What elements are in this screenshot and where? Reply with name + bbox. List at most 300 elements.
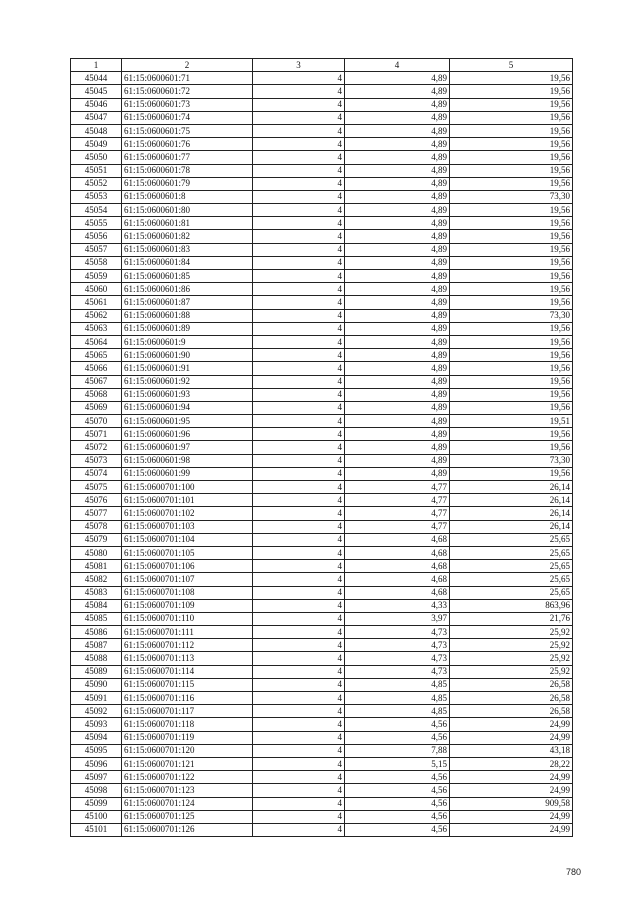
count-cell: 4	[253, 757, 345, 770]
table-row	[71, 692, 573, 705]
row-number-cell: 45050	[71, 151, 122, 164]
table-row	[71, 560, 573, 573]
value-cell: 3,97	[345, 612, 450, 625]
total-cell: 19,56	[450, 388, 573, 401]
value-cell: 4,89	[345, 243, 450, 256]
count-cell: 4	[253, 283, 345, 296]
total-cell: 25,65	[450, 546, 573, 559]
cadastral-number-cell: 61:15:0600601:9	[122, 335, 253, 348]
table-header-row	[71, 59, 573, 72]
value-cell: 4,73	[345, 665, 450, 678]
total-cell: 19,56	[450, 177, 573, 190]
total-cell: 26,14	[450, 481, 573, 494]
table-row	[71, 639, 573, 652]
cadastral-number-cell: 61:15:0600601:91	[122, 362, 253, 375]
row-number-cell: 45064	[71, 335, 122, 348]
value-cell: 4,68	[345, 546, 450, 559]
total-cell: 25,65	[450, 560, 573, 573]
table-row	[71, 467, 573, 480]
count-cell: 4	[253, 441, 345, 454]
cadastral-number-cell: 61:15:0600601:89	[122, 322, 253, 335]
table-row	[71, 98, 573, 111]
count-cell: 4	[253, 309, 345, 322]
cadastral-number-cell: 61:15:0600701:107	[122, 573, 253, 586]
cadastral-number-cell: 61:15:0600701:100	[122, 481, 253, 494]
value-cell: 4,89	[345, 138, 450, 151]
count-cell: 4	[253, 388, 345, 401]
cadastral-number-cell: 61:15:0600701:108	[122, 586, 253, 599]
count-cell: 4	[253, 204, 345, 217]
row-number-cell: 45087	[71, 639, 122, 652]
count-cell: 4	[253, 533, 345, 546]
row-number-cell: 45083	[71, 586, 122, 599]
cadastral-number-cell: 61:15:0600601:95	[122, 415, 253, 428]
total-cell: 19,56	[450, 124, 573, 137]
cadastral-number-cell: 61:15:0600701:102	[122, 507, 253, 520]
row-number-cell: 45058	[71, 256, 122, 269]
table-row	[71, 428, 573, 441]
column-header-2: 2	[122, 59, 253, 72]
total-cell: 19,56	[450, 270, 573, 283]
table-row	[71, 138, 573, 151]
count-cell: 4	[253, 481, 345, 494]
count-cell: 4	[253, 335, 345, 348]
row-number-cell: 45100	[71, 810, 122, 823]
count-cell: 4	[253, 560, 345, 573]
total-cell: 24,99	[450, 731, 573, 744]
row-number-cell: 45068	[71, 388, 122, 401]
value-cell: 4,89	[345, 230, 450, 243]
row-number-cell: 45072	[71, 441, 122, 454]
cadastral-number-cell: 61:15:0600701:120	[122, 744, 253, 757]
value-cell: 4,89	[345, 335, 450, 348]
value-cell: 4,89	[345, 256, 450, 269]
row-number-cell: 45055	[71, 217, 122, 230]
cadastral-number-cell: 61:15:0600701:110	[122, 612, 253, 625]
cadastral-number-cell: 61:15:0600601:75	[122, 124, 253, 137]
count-cell: 4	[253, 612, 345, 625]
row-number-cell: 45051	[71, 164, 122, 177]
value-cell: 4,68	[345, 533, 450, 546]
count-cell: 4	[253, 810, 345, 823]
total-cell: 19,56	[450, 335, 573, 348]
value-cell: 4,89	[345, 190, 450, 203]
value-cell: 4,56	[345, 797, 450, 810]
table-row	[71, 401, 573, 414]
cadastral-number-cell: 61:15:0600701:118	[122, 718, 253, 731]
value-cell: 4,89	[345, 415, 450, 428]
total-cell: 26,14	[450, 507, 573, 520]
value-cell: 4,73	[345, 652, 450, 665]
total-cell: 19,56	[450, 204, 573, 217]
value-cell: 4,56	[345, 718, 450, 731]
count-cell: 4	[253, 823, 345, 836]
row-number-cell: 45094	[71, 731, 122, 744]
count-cell: 4	[253, 428, 345, 441]
value-cell: 4,73	[345, 626, 450, 639]
table-row	[71, 744, 573, 757]
total-cell: 21,76	[450, 612, 573, 625]
value-cell: 4,89	[345, 388, 450, 401]
count-cell: 4	[253, 349, 345, 362]
table-row	[71, 309, 573, 322]
count-cell: 4	[253, 731, 345, 744]
total-cell: 19,56	[450, 428, 573, 441]
table-row	[71, 124, 573, 137]
total-cell: 24,99	[450, 823, 573, 836]
row-number-cell: 45086	[71, 626, 122, 639]
total-cell: 24,99	[450, 784, 573, 797]
table-row	[71, 573, 573, 586]
value-cell: 4,89	[345, 177, 450, 190]
total-cell: 73,30	[450, 190, 573, 203]
table-row	[71, 652, 573, 665]
total-cell: 28,22	[450, 757, 573, 770]
value-cell: 4,77	[345, 520, 450, 533]
count-cell: 4	[253, 151, 345, 164]
row-number-cell: 45056	[71, 230, 122, 243]
cadastral-number-cell: 61:15:0600601:72	[122, 85, 253, 98]
cadastral-number-cell: 61:15:0600601:74	[122, 111, 253, 124]
value-cell: 4,89	[345, 217, 450, 230]
table-row	[71, 335, 573, 348]
count-cell: 4	[253, 573, 345, 586]
table-row	[71, 177, 573, 190]
value-cell: 4,73	[345, 639, 450, 652]
cadastral-number-cell: 61:15:0600701:122	[122, 771, 253, 784]
value-cell: 4,89	[345, 428, 450, 441]
row-number-cell: 45059	[71, 270, 122, 283]
total-cell: 19,51	[450, 415, 573, 428]
total-cell: 909,58	[450, 797, 573, 810]
column-header-4: 4	[345, 59, 450, 72]
value-cell: 4,89	[345, 454, 450, 467]
row-number-cell: 45074	[71, 467, 122, 480]
cadastral-number-cell: 61:15:0600701:113	[122, 652, 253, 665]
value-cell: 4,85	[345, 678, 450, 691]
value-cell: 5,15	[345, 757, 450, 770]
row-number-cell: 45048	[71, 124, 122, 137]
row-number-cell: 45053	[71, 190, 122, 203]
count-cell: 4	[253, 296, 345, 309]
row-number-cell: 45099	[71, 797, 122, 810]
row-number-cell: 45084	[71, 599, 122, 612]
row-number-cell: 45076	[71, 494, 122, 507]
total-cell: 19,56	[450, 296, 573, 309]
table-row	[71, 823, 573, 836]
total-cell: 19,56	[450, 111, 573, 124]
row-number-cell: 45078	[71, 520, 122, 533]
table-row	[71, 586, 573, 599]
row-number-cell: 45098	[71, 784, 122, 797]
row-number-cell: 45066	[71, 362, 122, 375]
table-row	[71, 718, 573, 731]
table-row	[71, 388, 573, 401]
value-cell: 4,89	[345, 309, 450, 322]
total-cell: 863,96	[450, 599, 573, 612]
value-cell: 4,89	[345, 270, 450, 283]
table-row	[71, 322, 573, 335]
row-number-cell: 45097	[71, 771, 122, 784]
total-cell: 19,56	[450, 467, 573, 480]
total-cell: 19,56	[450, 243, 573, 256]
cadastral-number-cell: 61:15:0600601:73	[122, 98, 253, 111]
table-row	[71, 243, 573, 256]
cadastral-number-cell: 61:15:0600701:124	[122, 797, 253, 810]
cadastral-number-cell: 61:15:0600601:83	[122, 243, 253, 256]
value-cell: 4,89	[345, 98, 450, 111]
table-row	[71, 665, 573, 678]
total-cell: 26,58	[450, 678, 573, 691]
total-cell: 24,99	[450, 718, 573, 731]
row-number-cell: 45073	[71, 454, 122, 467]
table-row	[71, 217, 573, 230]
value-cell: 4,56	[345, 771, 450, 784]
cadastral-number-cell: 61:15:0600701:114	[122, 665, 253, 678]
total-cell: 19,56	[450, 362, 573, 375]
total-cell: 19,56	[450, 98, 573, 111]
row-number-cell: 45049	[71, 138, 122, 151]
total-cell: 26,58	[450, 692, 573, 705]
total-cell: 25,65	[450, 573, 573, 586]
page-number: 780	[566, 867, 582, 877]
count-cell: 4	[253, 626, 345, 639]
table-row	[71, 810, 573, 823]
cadastral-number-cell: 61:15:0600601:84	[122, 256, 253, 269]
cadastral-number-cell: 61:15:0600701:126	[122, 823, 253, 836]
row-number-cell: 45062	[71, 309, 122, 322]
value-cell: 4,89	[345, 349, 450, 362]
table-body	[71, 72, 573, 837]
row-number-cell: 45096	[71, 757, 122, 770]
count-cell: 4	[253, 639, 345, 652]
cadastral-number-cell: 61:15:0600701:106	[122, 560, 253, 573]
cadastral-number-cell: 61:15:0600601:77	[122, 151, 253, 164]
total-cell: 19,56	[450, 349, 573, 362]
cadastral-number-cell: 61:15:0600701:109	[122, 599, 253, 612]
value-cell: 4,85	[345, 692, 450, 705]
table-row	[71, 164, 573, 177]
count-cell: 4	[253, 375, 345, 388]
count-cell: 4	[253, 520, 345, 533]
cadastral-number-cell: 61:15:0600601:71	[122, 72, 253, 85]
cadastral-number-cell: 61:15:0600601:99	[122, 467, 253, 480]
table-row	[71, 678, 573, 691]
column-header-3: 3	[253, 59, 345, 72]
table-row	[71, 375, 573, 388]
row-number-cell: 45067	[71, 375, 122, 388]
value-cell: 4,89	[345, 375, 450, 388]
count-cell: 4	[253, 784, 345, 797]
total-cell: 19,56	[450, 164, 573, 177]
total-cell: 25,92	[450, 665, 573, 678]
row-number-cell: 45075	[71, 481, 122, 494]
table-row	[71, 705, 573, 718]
total-cell: 73,30	[450, 454, 573, 467]
cadastral-number-cell: 61:15:0600701:117	[122, 705, 253, 718]
row-number-cell: 45081	[71, 560, 122, 573]
value-cell: 4,89	[345, 151, 450, 164]
row-number-cell: 45060	[71, 283, 122, 296]
row-number-cell: 45057	[71, 243, 122, 256]
total-cell: 19,56	[450, 283, 573, 296]
count-cell: 4	[253, 744, 345, 757]
total-cell: 19,56	[450, 441, 573, 454]
count-cell: 4	[253, 401, 345, 414]
row-number-cell: 45101	[71, 823, 122, 836]
table-row	[71, 731, 573, 744]
cadastral-number-cell: 61:15:0600601:79	[122, 177, 253, 190]
row-number-cell: 45065	[71, 349, 122, 362]
cadastral-number-cell: 61:15:0600601:92	[122, 375, 253, 388]
table-row	[71, 415, 573, 428]
count-cell: 4	[253, 546, 345, 559]
table-row	[71, 85, 573, 98]
row-number-cell: 45095	[71, 744, 122, 757]
value-cell: 4,56	[345, 810, 450, 823]
count-cell: 4	[253, 190, 345, 203]
count-cell: 4	[253, 217, 345, 230]
table-row	[71, 546, 573, 559]
total-cell: 26,58	[450, 705, 573, 718]
cadastral-number-cell: 61:15:0600701:101	[122, 494, 253, 507]
count-cell: 4	[253, 138, 345, 151]
row-number-cell: 45045	[71, 85, 122, 98]
total-cell: 19,56	[450, 230, 573, 243]
table-row	[71, 441, 573, 454]
count-cell: 4	[253, 771, 345, 784]
cadastral-number-cell: 61:15:0600601:80	[122, 204, 253, 217]
value-cell: 7,88	[345, 744, 450, 757]
table-row	[71, 230, 573, 243]
table-row	[71, 771, 573, 784]
row-number-cell: 45069	[71, 401, 122, 414]
row-number-cell: 45080	[71, 546, 122, 559]
value-cell: 4,89	[345, 283, 450, 296]
value-cell: 4,77	[345, 494, 450, 507]
row-number-cell: 45079	[71, 533, 122, 546]
table-row	[71, 626, 573, 639]
table-row	[71, 797, 573, 810]
count-cell: 4	[253, 270, 345, 283]
row-number-cell: 45047	[71, 111, 122, 124]
total-cell: 19,56	[450, 322, 573, 335]
cadastral-number-cell: 61:15:0600601:98	[122, 454, 253, 467]
value-cell: 4,89	[345, 164, 450, 177]
row-number-cell: 45054	[71, 204, 122, 217]
total-cell: 73,30	[450, 309, 573, 322]
total-cell: 19,56	[450, 72, 573, 85]
table-row	[71, 533, 573, 546]
cadastral-number-cell: 61:15:0600601:90	[122, 349, 253, 362]
table-row	[71, 612, 573, 625]
count-cell: 4	[253, 98, 345, 111]
total-cell: 19,56	[450, 138, 573, 151]
cadastral-number-cell: 61:15:0600601:87	[122, 296, 253, 309]
count-cell: 4	[253, 72, 345, 85]
table-row	[71, 349, 573, 362]
value-cell: 4,89	[345, 296, 450, 309]
cadastral-number-cell: 61:15:0600701:104	[122, 533, 253, 546]
value-cell: 4,56	[345, 784, 450, 797]
cadastral-number-cell: 61:15:0600601:96	[122, 428, 253, 441]
cadastral-number-cell: 61:15:0600701:112	[122, 639, 253, 652]
count-cell: 4	[253, 124, 345, 137]
count-cell: 4	[253, 256, 345, 269]
column-header-1: 1	[71, 59, 122, 72]
total-cell: 24,99	[450, 771, 573, 784]
total-cell: 19,56	[450, 151, 573, 164]
value-cell: 4,89	[345, 441, 450, 454]
cadastral-number-cell: 61:15:0600601:78	[122, 164, 253, 177]
table-row	[71, 296, 573, 309]
table-row	[71, 520, 573, 533]
value-cell: 4,89	[345, 401, 450, 414]
table-row	[71, 494, 573, 507]
cadastral-number-cell: 61:15:0600701:111	[122, 626, 253, 639]
value-cell: 4,89	[345, 467, 450, 480]
total-cell: 43,18	[450, 744, 573, 757]
count-cell: 4	[253, 230, 345, 243]
table-row	[71, 784, 573, 797]
row-number-cell: 45070	[71, 415, 122, 428]
total-cell: 25,92	[450, 652, 573, 665]
cadastral-number-cell: 61:15:0600601:82	[122, 230, 253, 243]
count-cell: 4	[253, 415, 345, 428]
value-cell: 4,89	[345, 111, 450, 124]
total-cell: 19,56	[450, 85, 573, 98]
count-cell: 4	[253, 599, 345, 612]
count-cell: 4	[253, 718, 345, 731]
row-number-cell: 45061	[71, 296, 122, 309]
data-table	[70, 58, 573, 837]
table-row	[71, 151, 573, 164]
value-cell: 4,85	[345, 705, 450, 718]
count-cell: 4	[253, 164, 345, 177]
row-number-cell: 45089	[71, 665, 122, 678]
cadastral-number-cell: 61:15:0600601:93	[122, 388, 253, 401]
count-cell: 4	[253, 705, 345, 718]
table-row	[71, 270, 573, 283]
count-cell: 4	[253, 692, 345, 705]
value-cell: 4,56	[345, 823, 450, 836]
cadastral-number-cell: 61:15:0600701:103	[122, 520, 253, 533]
row-number-cell: 45082	[71, 573, 122, 586]
value-cell: 4,77	[345, 481, 450, 494]
total-cell: 19,56	[450, 401, 573, 414]
cadastral-number-cell: 61:15:0600601:86	[122, 283, 253, 296]
row-number-cell: 45085	[71, 612, 122, 625]
value-cell: 4,89	[345, 124, 450, 137]
table-row	[71, 481, 573, 494]
cadastral-number-cell: 61:15:0600601:85	[122, 270, 253, 283]
table-row	[71, 111, 573, 124]
value-cell: 4,89	[345, 85, 450, 98]
cadastral-number-cell: 61:15:0600701:125	[122, 810, 253, 823]
total-cell: 25,65	[450, 533, 573, 546]
row-number-cell: 45052	[71, 177, 122, 190]
table-row	[71, 454, 573, 467]
row-number-cell: 45091	[71, 692, 122, 705]
total-cell: 25,65	[450, 586, 573, 599]
count-cell: 4	[253, 494, 345, 507]
count-cell: 4	[253, 678, 345, 691]
value-cell: 4,77	[345, 507, 450, 520]
row-number-cell: 45090	[71, 678, 122, 691]
count-cell: 4	[253, 797, 345, 810]
table-row	[71, 72, 573, 85]
table-row	[71, 507, 573, 520]
